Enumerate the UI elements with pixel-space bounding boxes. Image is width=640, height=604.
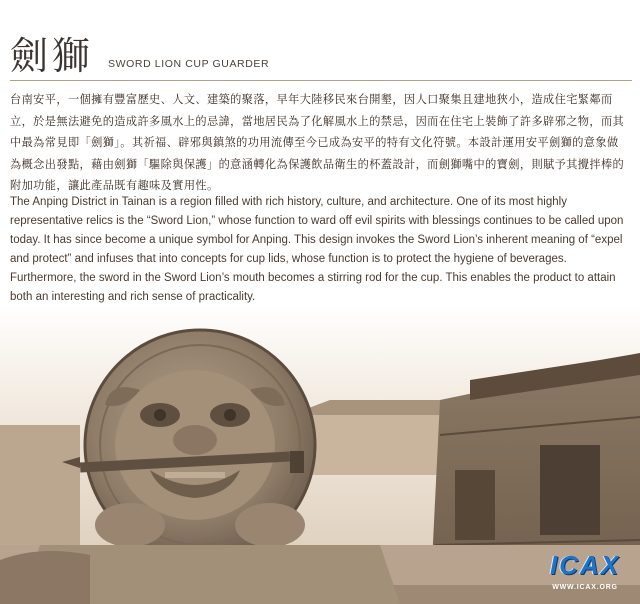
icax-logo-text: ICAX	[549, 550, 621, 580]
icax-logo	[535, 550, 635, 600]
header-divider	[10, 80, 632, 81]
page-title-chinese: 劍獅	[10, 34, 95, 78]
icax-logo-url: WWW.ICAX.ORG	[552, 584, 618, 591]
page-title-english: SWORD LION CUP GUARDER	[108, 58, 270, 70]
english-description: The Anping District in Tainan is a region filled with rich history, culture, and architecture. One of its most highly representative relics is the “Sword Lion,” whose function to ward off evil spirits with blessings continues to be called upon today. It has since become a unique symbol for Anping. This design invokes the Sword Lion’s inherent meaning of “expel and protect” and infuses that into concepts for cup lids, whose function is to protect the hygiene of beverages. Furthermore, the sword in the Sword Lion’s mouth becomes a stirring rod for the cup. This enables the product to attain both an interesting and rich sense of practicality.	[10, 196, 624, 303]
header	[10, 28, 269, 76]
chinese-description: 台南安平，一個擁有豐富歷史、人文、建築的聚落，早年大陸移民來台開墾，因人口聚集且建地狹小，造成住宅緊鄰而立，於是無法避免的造成許多風水上的忌諱，當地居民為了化解風水上的禁忌，因而在住宅上裝飾了許多辟邪之物，而其中最為常見即「劍獅」。其祈福、辟邪與鎮煞的功用流傳至今已成為安平的特有文化符號。本設計運用安平劍獅的意象做為概念出發點，藉由劍獅「驅除與保護」的意涵轉化為保護飲品衛生的杯蓋設計，而劍獅嘴中的寶劍，則賦予其攪拌棒的附加功能，讓此產品既有趣味及實用性。	[10, 93, 625, 192]
